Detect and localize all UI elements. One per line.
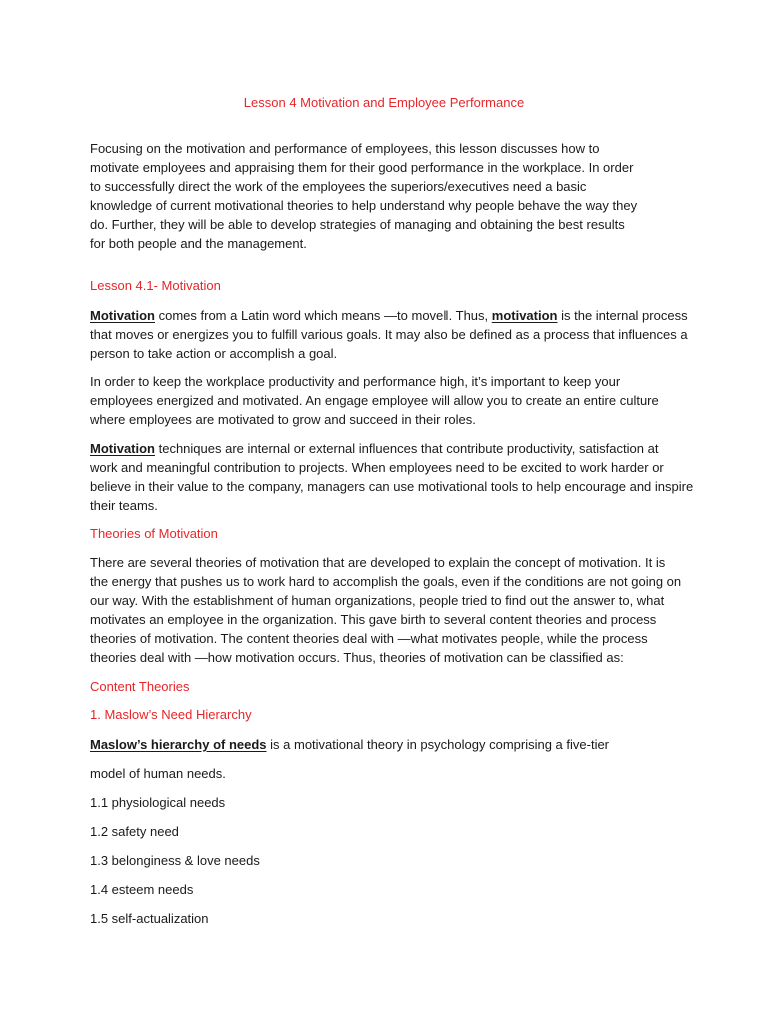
need-item-2: 1.2 safety need bbox=[90, 824, 179, 839]
term-maslow-hierarchy: Maslow’s hierarchy of needs bbox=[90, 737, 267, 752]
p1-line-2: that moves or energizes you to fulfill various goals. It may also be defined as a process that influences a bbox=[90, 327, 688, 342]
p4-line-6: theories deal with —how motivation occurs. Thus, theories of motivation can be classified as: bbox=[90, 650, 624, 665]
term-motivation: Motivation bbox=[90, 308, 155, 323]
p4-line-3: our way. With the establishment of human organizations, people tried to find out the answer to, what bbox=[90, 593, 665, 608]
p3-line-4: their teams. bbox=[90, 498, 158, 513]
p5-line-1 bbox=[90, 735, 609, 754]
p1-text-b: is the internal process bbox=[557, 308, 688, 323]
p4-line-1: There are several theories of motivation that are developed to explain the concept of motivation. It is bbox=[90, 555, 666, 570]
p3-line-2: work and meaningful contribution to projects. When employees need to be excited to work harder or bbox=[90, 460, 664, 475]
intro-line-4: knowledge of current motivational theories to help understand why people behave the way they bbox=[90, 198, 638, 213]
p2-line-2: employees energized and motivated. An engage employee will allow you to create an entire culture bbox=[90, 393, 659, 408]
p4-line-2: the energy that pushes us to work hard to accomplish the goals, even if the conditions are not going on bbox=[90, 574, 682, 589]
intro-line-5: do. Further, they will be able to develop strategies of managing and obtaining the best results bbox=[90, 217, 625, 232]
p2-line-1: In order to keep the workplace productivity and performance high, it’s important to keep your bbox=[90, 374, 621, 389]
p4-line-5: theories of motivation. The content theories deal with —what motivates people, while the process bbox=[90, 631, 648, 646]
page-title: Lesson 4 Motivation and Employee Performance bbox=[243, 95, 525, 110]
p3-text-a: techniques are internal or external influences that contribute productivity, satisfaction at bbox=[155, 441, 659, 456]
need-item-4: 1.4 esteem needs bbox=[90, 882, 194, 897]
p4-line-4: motivates an employee in the organization. This gave birth to several content theories and process bbox=[90, 612, 657, 627]
p5-line-2: model of human needs. bbox=[90, 766, 226, 781]
maslow-heading: 1. Maslow’s Need Hierarchy bbox=[90, 707, 252, 722]
lesson-heading: Lesson 4.1- Motivation bbox=[90, 278, 221, 293]
intro-line-6: for both people and the management. bbox=[90, 236, 307, 251]
p3-line-3: believe in their value to the company, managers can use motivational tools to help encourage and inspire bbox=[90, 479, 694, 494]
theories-heading: Theories of Motivation bbox=[90, 526, 218, 541]
need-item-3: 1.3 belonginess & love needs bbox=[90, 853, 260, 868]
p1-line-1 bbox=[90, 306, 688, 325]
p1-line-3: person to take action or accomplish a goal. bbox=[90, 346, 338, 361]
need-item-5: 1.5 self-actualization bbox=[90, 911, 209, 926]
p3-line-1 bbox=[90, 439, 658, 458]
p2-line-3: where employees are motivated to grow and succeed in their roles. bbox=[90, 412, 476, 427]
intro-line-1: Focusing on the motivation and performance of employees, this lesson discusses how to bbox=[90, 141, 600, 156]
need-item-1: 1.1 physiological needs bbox=[90, 795, 226, 810]
content-theories-heading: Content Theories bbox=[90, 679, 190, 694]
p5-text-a: is a motivational theory in psychology comprising a five-tier bbox=[266, 737, 610, 752]
intro-line-3: to successfully direct the work of the employees the superiors/executives need a basic bbox=[90, 179, 587, 194]
term-motivation-3: Motivation bbox=[90, 441, 155, 456]
intro-line-2: motivate employees and appraising them for their good performance in the workplace. In order bbox=[90, 160, 634, 175]
p1-text-a: comes from a Latin word which means —to move‖. Thus, bbox=[155, 308, 492, 323]
term-motivation-2: motivation bbox=[491, 308, 558, 323]
